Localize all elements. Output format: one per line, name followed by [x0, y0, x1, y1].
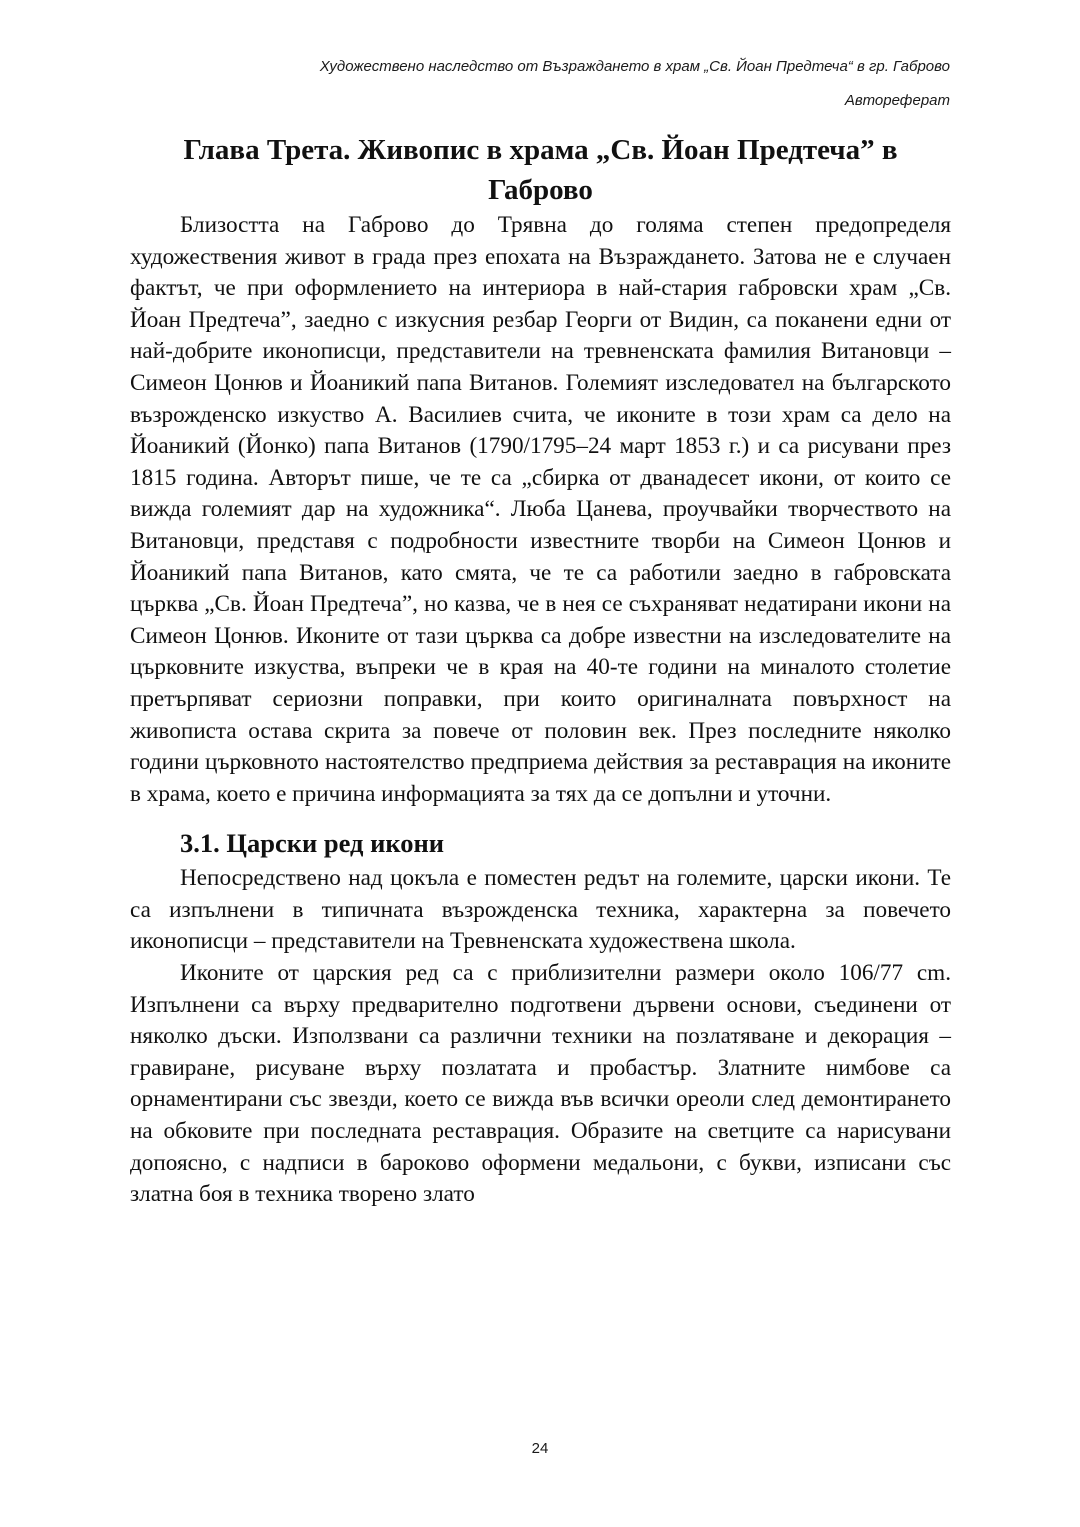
page-number: 24	[531, 1440, 549, 1457]
section-paragraph: Иконите от царския ред са с приблизителни размери около 106/77 cm. Изпълнени са върху предварително подготвени дървени основи, съединени от няколко дъски. Използвани са различни техники на позлатяване и декорация – гравиране, рисуване върху позлатата и пробастър. Златните нимбове са орнаментирани със звезди, което се вижда във всички ореоли след демонтирането на обковите при последната реставрация. Образите на светците са нарисувани допоясно, с надписи в бароково оформени медальони, с букви, изписани със златна боя в техника творено злато	[130, 960, 951, 1208]
section-paragraph: Непосредствено над цокъла е поместен редът на големите, царски икони. Те са изпълнени в типичната възрожденска техника, характерна за повечето иконописци – представители на Тревненската художествена школа.	[130, 865, 951, 955]
section-title: 3.1. Царски ред икони	[180, 828, 445, 859]
running-header-title: Художествено наследство от Възраждането в храм „Св. Йоан Предтеча“ в гр. Габрово	[319, 58, 950, 75]
intro-paragraph: Близостта на Габрово до Трявна до голяма степен предопределя художествения живот в града през епохата на Възраждането. Затова не е случаен фактът, че при оформлението на интериора в най-стария габровски храм „Св. Йоан Предтеча”, заедно с изкусния резбар Георги от Видин, са поканени едни от най-добрите иконописци, представители на тревненската фамилия Витановци – Симеон Цонюв и Йоаникий папа Витанов. Големият изследовател на българското възрожденско изкуство А. Василиев счита, че иконите в този храм са дело на Йоаникий (Йонко) папа Витанов (1790/1795–24 март 1853 г.) и са рисувани през 1815 година. Авторът пише, че те са „сбирка от дванадесет икони, от които се вижда големият дар на художника“. Люба Цанева, проучвайки творчеството на Витановци, представя с подробности известните творби на Симеон Цонюв и Йоаникий папа Витанов, като смята, че те са работили заедно в габровската църква „Св. Йоан Предтеча”, но казва, че в нея се съхраняват недатирани икони на Симеон Цонюв. Иконите от тази църква са добре известни на изследователите на църковните изкуства, въпреки че в края на 40-те години на миналото столетие претърпяват сериозни поправки, при които оригиналната повърхност на живописта остава скрита за повече от половин век. През последните няколко години църковното настоятелство предприема действия за реставрация на иконите в храма, което е причина информацията за тях да се допълни и уточни.	[130, 212, 951, 807]
chapter-title: Глава Трета. Живопис в храма „Св. Йоан Предтеча” в Габрово	[183, 134, 898, 206]
main-content	[130, 130, 951, 1211]
running-header	[320, 50, 950, 118]
running-header-subtitle: Автореферат	[844, 92, 950, 109]
